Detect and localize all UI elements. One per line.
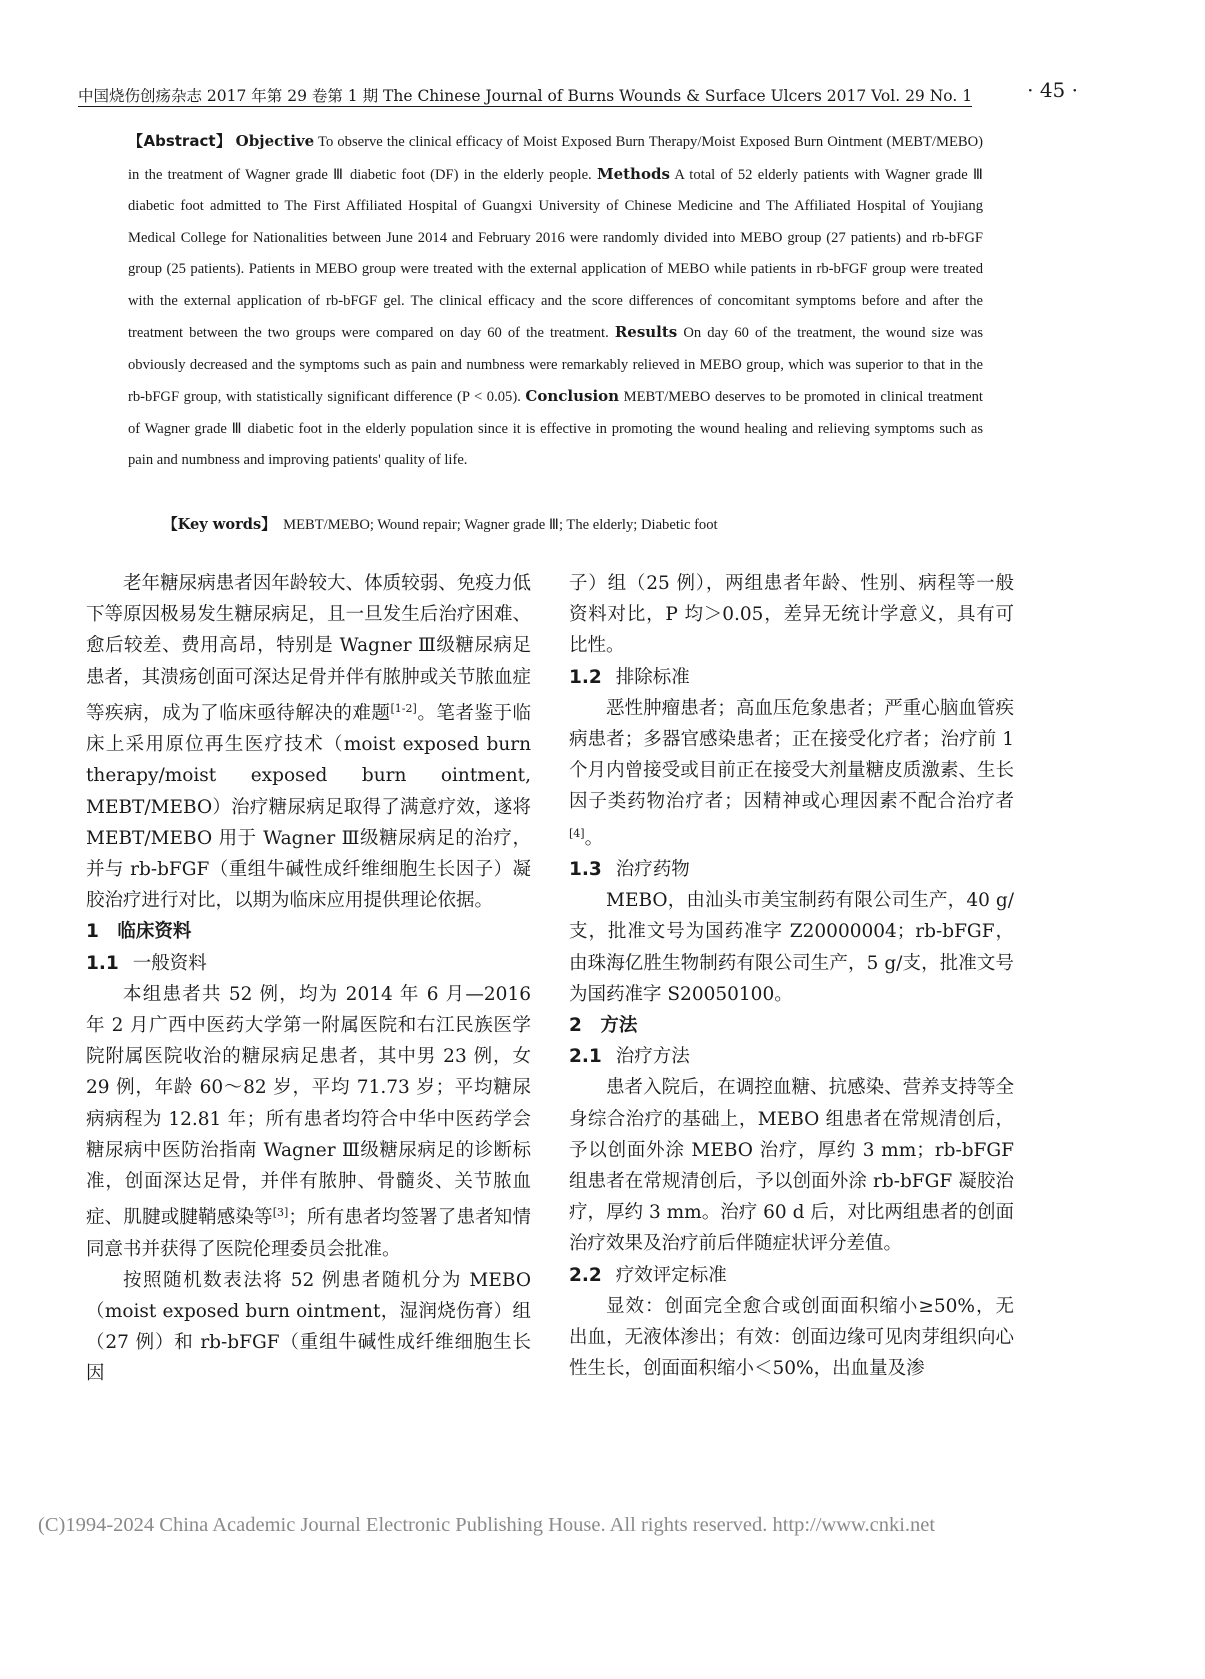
- randomization-paragraph: 按照随机数表法将 52 例患者随机分为 MEBO（moist exposed burn ointment，湿润烧伤膏）组（27 例）和 rb-bFGF（重组牛碱性成纤维细胞生长因: [86, 1269, 531, 1385]
- subsection-heading-1-2: 1.2 排除标准: [569, 666, 690, 688]
- exclusion-paragraph: 恶性肿瘤患者；高血压危象患者；严重心脑血管疾病患者；多器官感染患者；正在接受化疗者；治疗前 1 个月内曾接受或目前正在接受大剂量糖皮质激素、生长因子类药物治疗者；因精神或心理因素不配合治疗者[4]。: [569, 697, 1014, 849]
- objective-label: Objective: [235, 132, 315, 150]
- section-heading-1: 1 临床资料: [86, 921, 192, 943]
- citation-ref: [1-2]: [390, 701, 417, 715]
- abstract-label: 【Abstract】: [128, 132, 232, 150]
- citation-ref: [4]: [569, 826, 585, 840]
- continued-paragraph: 子）组（25 例），两组患者年龄、性别、病程等一般资料对比，P 均＞0.05，差异无统计学意义，具有可比性。: [569, 573, 1014, 657]
- results-text: On day 60 of the treatment, the wound size was obviously decreased and the symptoms such as pain and numbness were remarkably relieved in MEBO group, which was superior to that in the rb-bFGF group, with statistically significant difference (P < 0.05).: [128, 325, 984, 405]
- subsection-heading-2-1: 2.1 治疗方法: [569, 1046, 690, 1068]
- conclusion-text: MEBT/MEBO deserves to be promoted in clinical treatment of Wagner grade Ⅲ diabetic foot in the elderly population since it is effective in promoting the wound healing and relieving symptoms such as pain and numbness and improving patients' quality of life.: [128, 389, 983, 468]
- objective-text: To observe the clinical efficacy of Moist Exposed Burn Therapy/Moist Exposed Burn Ointment (MEBT/MEBO) in the treatment of Wagner grade Ⅲ diabetic foot (DF) in the elderly people.: [128, 134, 984, 183]
- conclusion-label: Conclusion: [525, 387, 620, 405]
- running-header: [78, 78, 1078, 110]
- methods-label: Methods: [596, 164, 670, 183]
- section-heading-2: 2 方法: [569, 1015, 638, 1036]
- subsection-heading-2-2: 2.2 疗效评定标准: [569, 1264, 727, 1286]
- intro-paragraph: 老年糖尿病患者因年龄较大、体质较弱、免疫力低下等原因极易发生糖尿病足，且一旦发生后治疗困难、愈后较差、费用高昂，特别是 Wagner Ⅲ级糖尿病足患者，其溃疡创面可深达足骨并伴有脓肿或关节脓血症等疾病，成为了临床亟待解决的难题[1-2]。笔者鉴于临床上采用原位再生医疗技术（moist exposed burn therapy/moist exposed burn ointment, MEBT/MEBO）治疗糖尿病足取得了满意疗效，遂将 MEBT/MEBO 用于 Wagner Ⅲ级糖尿病足的治疗，并与 rb-bFGF（重组牛碱性成纤维细胞生长因子）凝胶治疗进行对比，以期为临床应用提供理论依据。: [86, 573, 531, 912]
- general-data-paragraph: 本组患者共 52 例，均为 2014 年 6 月—2016 年 2 月广西中医药大学第一附属医院和右江民族医学院附属医院收治的糖尿病足患者，其中男 23 例，女 29 例，年龄 60～82 岁，平均 71.73 岁；平均糖尿病病程为 12.81 年；所有患者均符合中华中医药学会糖尿病中医防治指南 Wagner Ⅲ级糖尿病足的诊断标准，创面深达足骨，并伴有脓肿、骨髓炎、关节脓血症、肌腱或腱鞘感染等[3]；所有患者均签署了患者知情同意书并获得了医院伦理委员会批准。: [86, 983, 531, 1260]
- abstract: [128, 126, 983, 477]
- subsection-heading-1-3: 1.3 治疗药物: [569, 858, 690, 880]
- evaluation-paragraph: 显效：创面完全愈合或创面面积缩小≥50%，无出血，无液体渗出；有效：创面边缘可见肉芽组织向心性生长，创面面积缩小＜50%，出血量及渗: [569, 1295, 1014, 1380]
- subsection-heading-1-1: 1.1 一般资料: [86, 952, 207, 974]
- left-column: [86, 568, 531, 1390]
- drug-paragraph: MEBO，由汕头市美宝制药有限公司生产，40 g/支，批准文号为国药准字 Z20000004；rb-bFGF，由珠海亿胜生物制药有限公司生产，5 g/支，批准文号为国药准字 S20050100。: [569, 890, 1014, 1005]
- method-paragraph: 患者入院后，在调控血糖、抗感染、营养支持等全身综合治疗的基础上，MEBO 组患者在常规清创后，予以创面外涂 MEBO 治疗，厚约 3 mm；rb-bFGF 组患者在常规清创后，予以创面外涂 rb-bFGF 凝胶治疗，厚约 3 mm。治疗 60 d 后，对比两组患者的创面治疗效果及治疗前后伴随症状评分差值。: [569, 1077, 1014, 1255]
- keywords-text: MEBT/MEBO; Wound repair; Wagner grade Ⅲ; The elderly; Diabetic foot: [283, 517, 718, 533]
- copyright-footer: (C)1994-2024 China Academic Journal Electronic Publishing House. All rights reserved. http://www.cnki.net: [38, 1514, 936, 1536]
- results-label: Results: [614, 323, 678, 341]
- keywords: [163, 513, 718, 534]
- right-column: [569, 568, 1014, 1384]
- page-number: · 45 ·: [1027, 78, 1078, 102]
- citation-ref: [3]: [272, 1206, 289, 1220]
- keywords-label: 【Key words】: [163, 516, 276, 533]
- methods-text: A total of 52 elderly patients with Wagner grade Ⅲ diabetic foot admitted to The First Affiliated Hospital of Guangxi University of Chinese Medicine and The Affiliated Hospital of Youjiang Medical College for Nationalities between June 2014 and February 2016 were randomly divided into MEBO group (27 patients) and rb-bFGF group (25 patients). Patients in MEBO group were treated with the external application of MEBO while patients in rb-bFGF group were treated with the external application of rb-bFGF gel. The clinical efficacy and the score differences of concomitant symptoms before and after the treatment between the two groups were compared on day 60 of the treatment.: [128, 166, 983, 341]
- journal-citation: 中国烧伤创疡杂志 2017 年第 29 卷第 1 期 The Chinese Journal of Burns Wounds & Surface Ulcers 2017 Vol. 29 No. 1: [78, 87, 973, 105]
